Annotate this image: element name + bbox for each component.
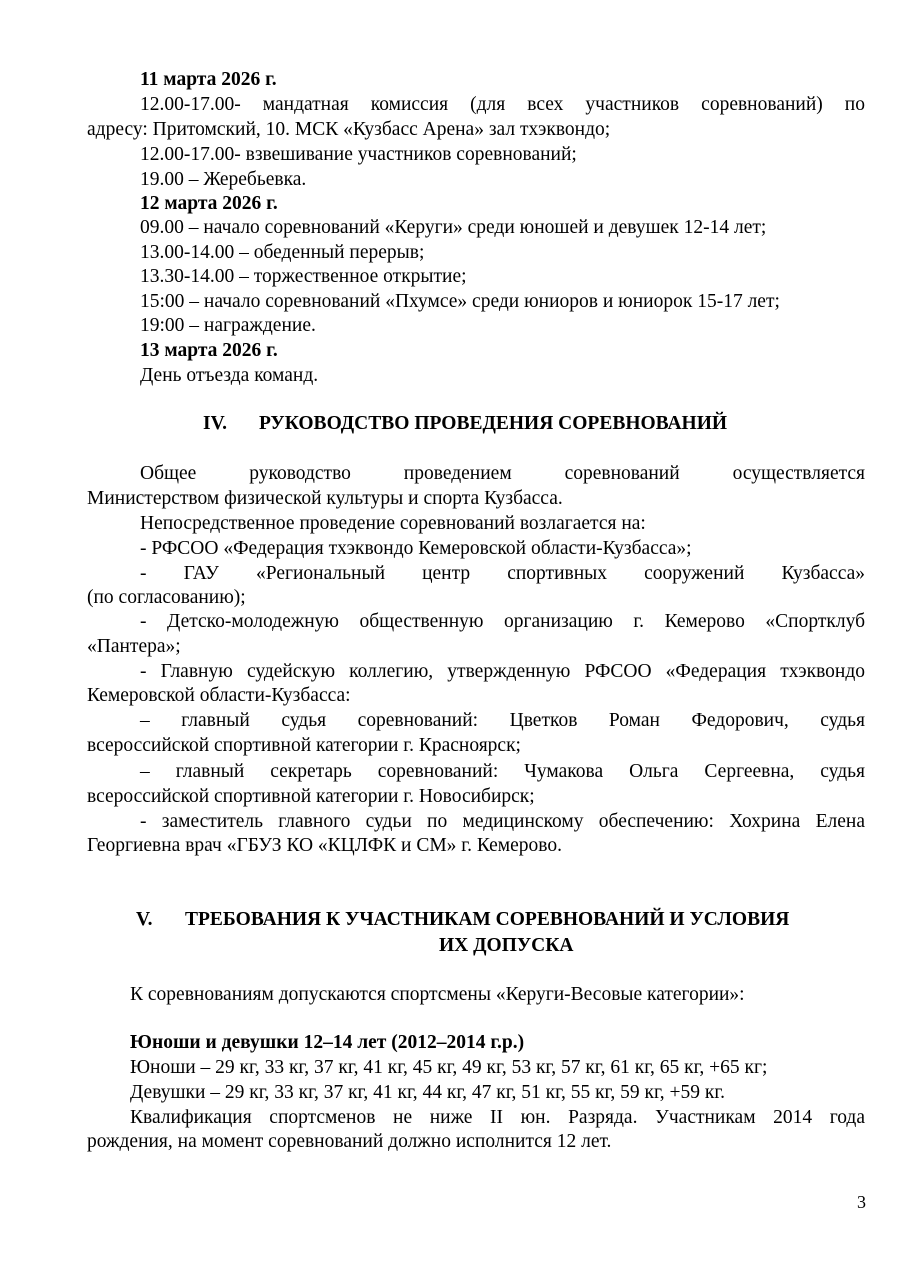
section4-number: IV. [203, 413, 228, 434]
girls-weights: Девушки – 29 кг, 33 кг, 37 кг, 41 кг, 44 кг, 47 кг, 51 кг, 55 кг, 59 кг, +59 кг. [130, 1082, 726, 1103]
day1-line1-cont: адресу: Притомский, 10. МСК «Кузбасс Арена» зал тхэквондо; [87, 119, 611, 140]
day1-date: 11 марта 2026 г. [140, 69, 277, 90]
day2-line1: 09.00 – начало соревнований «Керуги» среди юношей и девушек 12-14 лет; [140, 217, 767, 238]
section4-item1: - РФСОО «Федерация тхэквондо Кемеровской области-Кузбасса»; [140, 538, 692, 559]
boys-weights: Юноши – 29 кг, 33 кг, 37 кг, 41 кг, 45 кг, 49 кг, 53 кг, 57 кг, 61 кг, 65 кг, +65 кг; [130, 1057, 768, 1078]
section4-item5-cont: всероссийской спортивной категории г. Красноярск; [87, 735, 521, 756]
age-group-title: Юноши и девушки 12–14 лет (2012–2014 г.р.) [130, 1032, 525, 1053]
day1-line3: 19.00 – Жеребьевка. [140, 169, 307, 190]
section4-item3-cont: «Пантера»; [87, 636, 181, 657]
section4-item2: - ГАУ «Региональный центр спортивных сооружений Кузбасса» [140, 563, 865, 584]
qualification: Квалификация спортсменов не ниже II юн. Разряда. Участникам 2014 года [130, 1107, 865, 1128]
section4-title: РУКОВОДСТВО ПРОВЕДЕНИЯ СОРЕВНОВАНИЙ [259, 413, 728, 434]
section4-item2-cont: (по согласованию); [87, 587, 246, 608]
day1-line1: 12.00-17.00- мандатная комиссия (для всех участников соревнований) по [140, 94, 865, 115]
section4-item6: – главный секретарь соревнований: Чумакова Ольга Сергеевна, судья [140, 761, 865, 782]
day3-date: 13 марта 2026 г. [140, 340, 278, 361]
day2-line2: 13.00-14.00 – обеденный перерыв; [140, 242, 425, 263]
day2-line4: 15:00 – начало соревнований «Пхумсе» среди юниоров и юниорок 15-17 лет; [140, 291, 780, 312]
day3-line1: День отъезда команд. [140, 365, 319, 386]
section4-item6-cont: всероссийской спортивной категории г. Новосибирск; [87, 786, 535, 807]
section4-item3: - Детско-молодежную общественную организацию г. Кемерово «Спортклуб [140, 611, 865, 632]
section5-title-cont: ИХ ДОПУСКА [439, 935, 574, 956]
section4-para2: Непосредственное проведение соревнований возлагается на: [140, 513, 646, 534]
section4-item4: - Главную судейскую коллегию, утвержденную РФСОО «Федерация тхэквондо [140, 661, 865, 682]
day2-line5: 19:00 – награждение. [140, 315, 316, 336]
section5-number: V. [136, 909, 153, 930]
day2-line3: 13.30-14.00 – торжественное открытие; [140, 266, 467, 287]
page-number: 3 [857, 1192, 866, 1212]
qualification-cont: рождения, на момент соревнований должно исполнится 12 лет. [87, 1131, 612, 1152]
section5-title: ТРЕБОВАНИЯ К УЧАСТНИКАМ СОРЕВНОВАНИЙ И УСЛОВИЯ [185, 909, 790, 930]
day1-line2: 12.00-17.00- взвешивание участников соревнований; [140, 144, 577, 165]
section4-para1: Общее руководство проведением соревнований осуществляется [140, 463, 865, 484]
day2-date: 12 марта 2026 г. [140, 193, 278, 214]
section4-item7: - заместитель главного судьи по медицинскому обеспечению: Хохрина Елена [140, 811, 865, 832]
section4-item5: – главный судья соревнований: Цветков Роман Федорович, судья [140, 710, 865, 731]
section5-intro: К соревнованиям допускаются спортсмены «Керуги-Весовые категории»: [130, 984, 745, 1005]
section4-para1-cont: Министерством физической культуры и спорта Кузбасса. [87, 488, 563, 509]
section4-item4-cont: Кемеровской области-Кузбасса: [87, 685, 351, 706]
section4-item7-cont: Георгиевна врач «ГБУЗ КО «КЦЛФК и СМ» г. Кемерово. [87, 835, 562, 856]
